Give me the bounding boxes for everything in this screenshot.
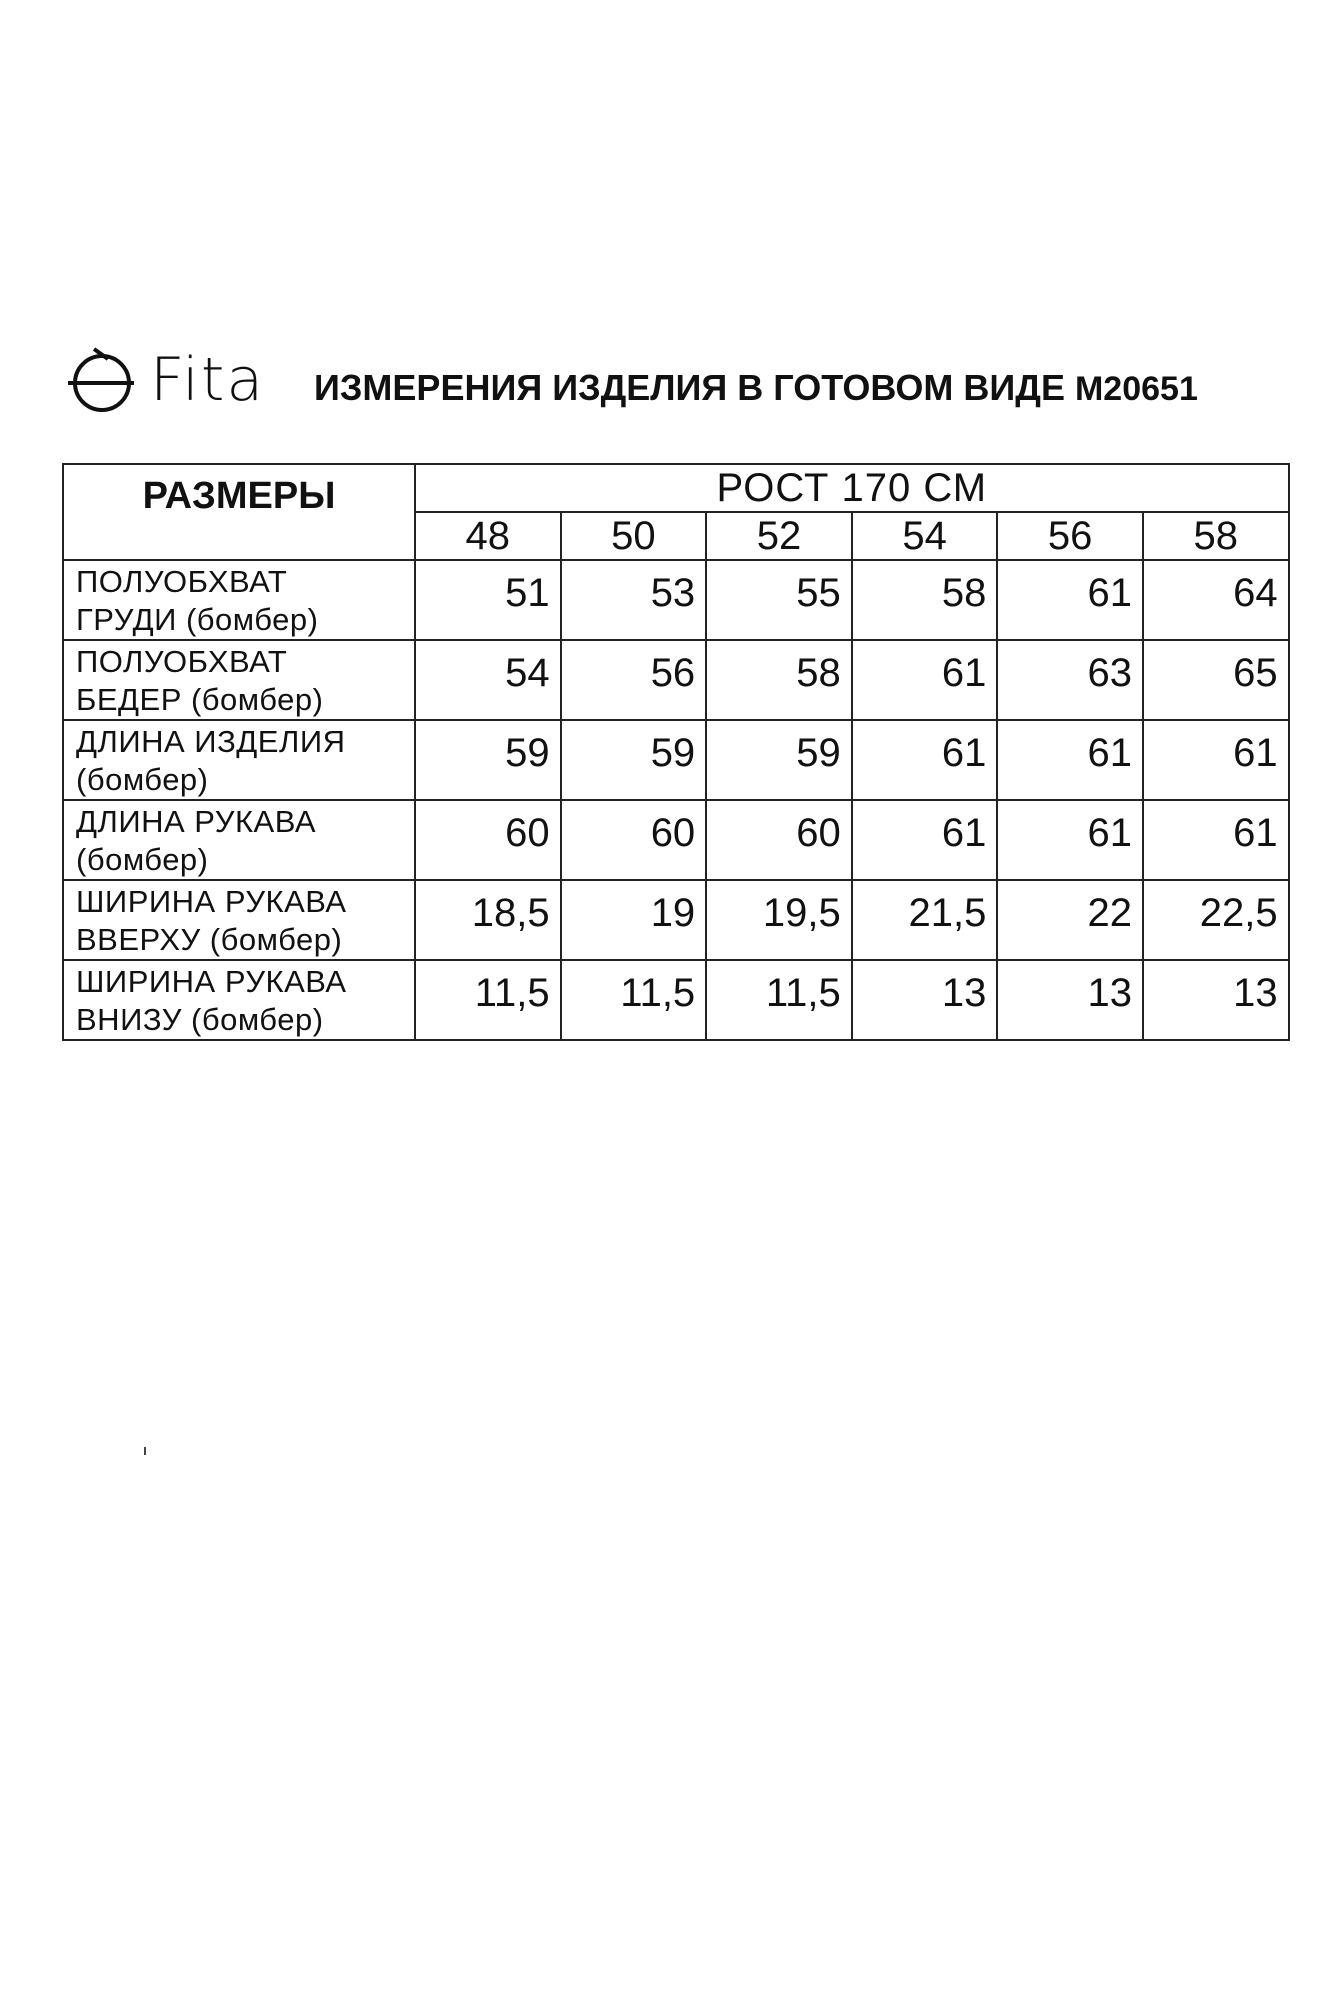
table-row xyxy=(63,720,1289,800)
table-row xyxy=(63,960,1289,1040)
measurement-label xyxy=(63,640,415,720)
measurement-label xyxy=(63,960,415,1040)
measurement-label xyxy=(63,880,415,960)
table-cell: 60 xyxy=(706,800,852,880)
table-cell: 19 xyxy=(561,880,707,960)
table-row xyxy=(63,640,1289,720)
table-cell: 22 xyxy=(997,880,1143,960)
table-cell: 54 xyxy=(415,640,561,720)
table-cell: 61 xyxy=(852,800,998,880)
page-title xyxy=(314,367,1198,409)
table-cell: 11,5 xyxy=(706,960,852,1040)
table-cell: 65 xyxy=(1143,640,1289,720)
table-cell: 19,5 xyxy=(706,880,852,960)
label-line: ШИРИНА РУКАВА xyxy=(76,884,347,919)
table-cell: 61 xyxy=(852,720,998,800)
table-cell: 11,5 xyxy=(415,960,561,1040)
size-header: 52 xyxy=(706,512,852,560)
size-chart-table xyxy=(62,463,1290,1041)
table-cell: 53 xyxy=(561,560,707,640)
table-cell: 60 xyxy=(415,800,561,880)
table-cell: 63 xyxy=(997,640,1143,720)
table-cell: 58 xyxy=(852,560,998,640)
label-line: (бомбер) xyxy=(76,762,209,797)
table-cell: 55 xyxy=(706,560,852,640)
model-code: M20651 xyxy=(1074,370,1198,408)
label-line: ВВЕРХУ (бомбер) xyxy=(76,922,343,957)
label-line: (бомбер) xyxy=(76,842,209,877)
table-row xyxy=(63,560,1289,640)
size-header: 58 xyxy=(1143,512,1289,560)
label-line: ПОЛУОБХВАТ xyxy=(76,564,288,599)
table-cell: 61 xyxy=(852,640,998,720)
brand-logo xyxy=(64,345,265,415)
table-cell: 21,5 xyxy=(852,880,998,960)
table-cell: 22,5 xyxy=(1143,880,1289,960)
measurement-label xyxy=(63,800,415,880)
label-line: БЕДЕР (бомбер) xyxy=(76,682,324,717)
size-header: 50 xyxy=(561,512,707,560)
document-header xyxy=(64,345,1284,415)
table-cell: 13 xyxy=(997,960,1143,1040)
table-cell: 61 xyxy=(1143,720,1289,800)
table-cell: 51 xyxy=(415,560,561,640)
header-row-height xyxy=(63,464,1289,512)
table-cell: 11,5 xyxy=(561,960,707,1040)
table-cell: 61 xyxy=(1143,800,1289,880)
height-header: РОСТ 170 СМ xyxy=(415,464,1289,512)
table-cell: 61 xyxy=(997,720,1143,800)
table-row xyxy=(63,880,1289,960)
table-cell: 60 xyxy=(561,800,707,880)
table-cell: 18,5 xyxy=(415,880,561,960)
measurement-label xyxy=(63,560,415,640)
table-cell: 61 xyxy=(997,800,1143,880)
label-line: ВНИЗУ (бомбер) xyxy=(76,1002,324,1037)
table-cell: 13 xyxy=(852,960,998,1040)
table-cell: 13 xyxy=(1143,960,1289,1040)
table-cell: 61 xyxy=(997,560,1143,640)
size-header: 54 xyxy=(852,512,998,560)
table-cell: 59 xyxy=(706,720,852,800)
size-header: 56 xyxy=(997,512,1143,560)
table-cell: 56 xyxy=(561,640,707,720)
label-line: ДЛИНА РУКАВА xyxy=(76,804,317,839)
brand-name: Fita xyxy=(150,345,266,415)
table-cell: 59 xyxy=(561,720,707,800)
label-line: ПОЛУОБХВАТ xyxy=(76,644,288,679)
title-text: ИЗМЕРЕНИЯ ИЗДЕЛИЯ В ГОТОВОМ ВИДЕ xyxy=(314,367,1065,408)
table-cell: 64 xyxy=(1143,560,1289,640)
table-row xyxy=(63,800,1289,880)
label-line: ДЛИНА ИЗДЕЛИЯ xyxy=(76,724,346,759)
size-header: 48 xyxy=(415,512,561,560)
table-cell: 59 xyxy=(415,720,561,800)
fita-logo-icon xyxy=(64,345,140,415)
table-cell: 58 xyxy=(706,640,852,720)
label-line: ШИРИНА РУКАВА xyxy=(76,964,347,999)
label-line: ГРУДИ (бомбер) xyxy=(76,602,319,637)
measurement-label xyxy=(63,720,415,800)
stray-mark xyxy=(144,1447,146,1455)
sizes-header: РАЗМЕРЫ xyxy=(63,464,415,560)
